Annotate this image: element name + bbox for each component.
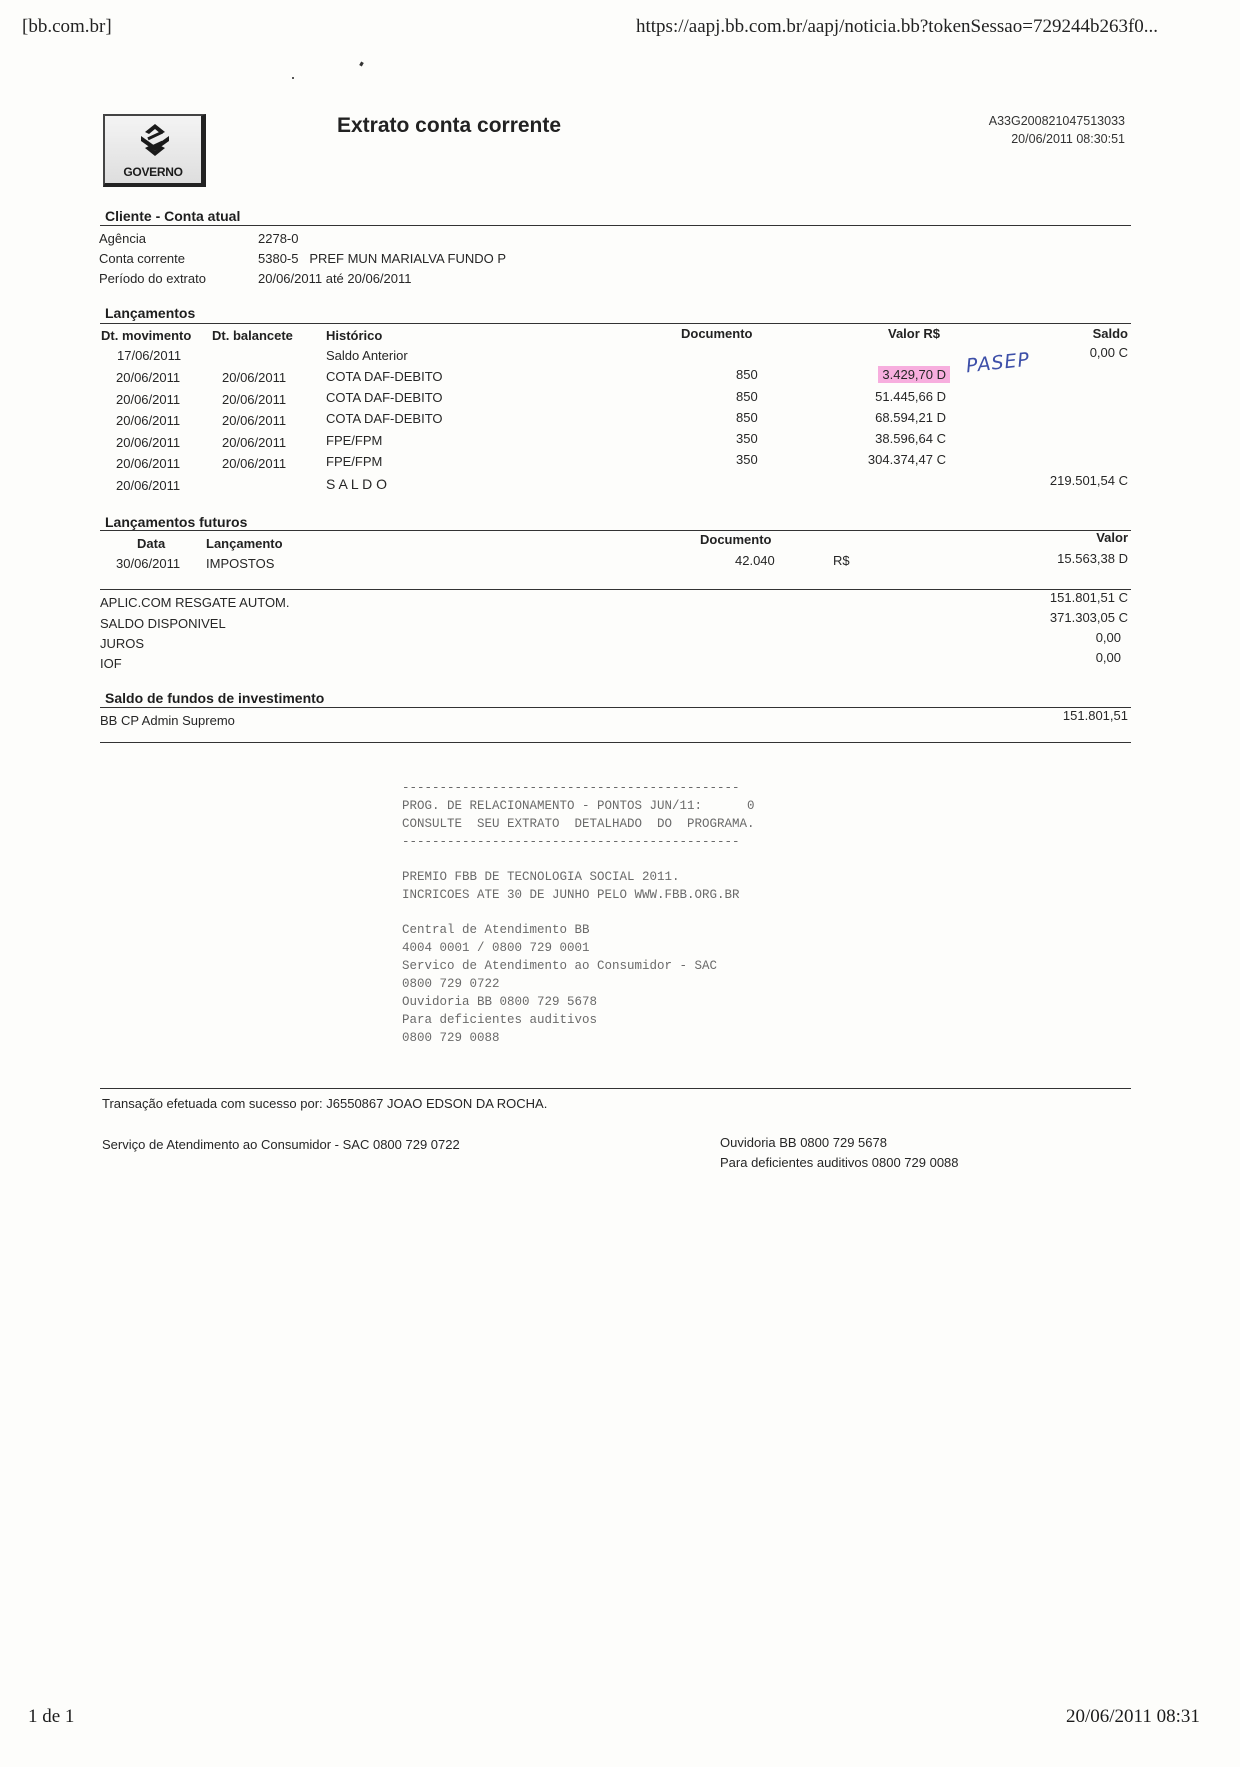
col-historico: Histórico bbox=[326, 328, 383, 343]
message-atendimento-3: Servico de Atendimento ao Consumidor - SAC bbox=[402, 959, 718, 973]
resumo-value-aplic: 151.801,51 C bbox=[1049, 590, 1128, 605]
field-value-periodo: 20/06/2011 até 20/06/2011 bbox=[258, 271, 412, 286]
document-datetime: 20/06/2011 08:30:51 bbox=[1011, 132, 1125, 146]
row-1-valor bbox=[800, 367, 950, 382]
divider bbox=[100, 323, 1131, 324]
section-lancamentos-heading: Lançamentos bbox=[105, 305, 196, 321]
row-1-historico: COTA DAF-DEBITO bbox=[326, 369, 443, 384]
message-atendimento-5: Ouvidoria BB 0800 729 5678 bbox=[402, 995, 598, 1009]
row-5-valor: 304.374,47 C bbox=[867, 452, 946, 467]
message-dashes-bottom: --------------------------------------------- bbox=[402, 835, 740, 849]
message-atendimento-4: 0800 729 0722 bbox=[402, 977, 500, 991]
fundo-label: BB CP Admin Supremo bbox=[100, 713, 235, 728]
bank-logo bbox=[103, 114, 206, 187]
row-0-saldo: 0,00 C bbox=[1089, 345, 1128, 360]
print-header-url: https://aapj.bb.com.br/aapj/noticia.bb?tokenSessao=729244b263f0... bbox=[636, 16, 1159, 37]
row-1-documento: 850 bbox=[736, 367, 758, 382]
row-2-dt-balancete: 20/06/2011 bbox=[222, 392, 287, 407]
resumo-label-saldo-disponivel: SALDO DISPONIVEL bbox=[100, 616, 226, 631]
divider bbox=[100, 530, 1131, 531]
row-3-valor: 68.594,21 D bbox=[875, 410, 946, 425]
row-2-dt-movimento: 20/06/2011 bbox=[116, 392, 181, 407]
field-label-periodo: Período do extrato bbox=[99, 271, 206, 286]
futuro-data: 30/06/2011 bbox=[116, 556, 181, 571]
message-atendimento-2: 4004 0001 / 0800 729 0001 bbox=[402, 941, 590, 955]
futuro-lancamento: IMPOSTOS bbox=[206, 556, 275, 571]
col-documento: Documento bbox=[681, 326, 753, 341]
message-atendimento-6: Para deficientes auditivos bbox=[402, 1013, 598, 1027]
futuro-documento: 42.040 bbox=[735, 553, 775, 568]
section-fundos-heading: Saldo de fundos de investimento bbox=[105, 690, 325, 706]
message-premio-line-2: INCRICOES ATE 30 DE JUNHO PELO WWW.FBB.ORG.BR bbox=[402, 888, 740, 902]
col-saldo: Saldo bbox=[1092, 326, 1128, 341]
resumo-value-saldo-disponivel: 371.303,05 C bbox=[1049, 610, 1128, 625]
row-6-saldo: 219.501,54 C bbox=[1049, 473, 1128, 488]
message-dashes-top: --------------------------------------------- bbox=[402, 781, 740, 795]
col-dt-balancete: Dt. balancete bbox=[212, 328, 293, 343]
print-footer-page: 1 de 1 bbox=[28, 1706, 75, 1727]
message-prog-line-2: CONSULTE SEU EXTRATO DETALHADO DO PROGRAMA. bbox=[402, 817, 755, 831]
handwritten-note: PASEP bbox=[965, 348, 1032, 378]
col-dt-movimento: Dt. movimento bbox=[101, 328, 192, 343]
divider bbox=[100, 225, 1131, 226]
message-atendimento-7: 0800 729 0088 bbox=[402, 1031, 500, 1045]
field-label-conta: Conta corrente bbox=[99, 251, 185, 266]
footer-sac: Serviço de Atendimento ao Consumidor - SAC 0800 729 0722 bbox=[102, 1137, 460, 1152]
divider bbox=[100, 707, 1131, 708]
field-value-conta: 5380-5 PREF MUN MARIALVA FUNDO P bbox=[258, 251, 507, 266]
row-3-documento: 850 bbox=[736, 410, 758, 425]
row-4-documento: 350 bbox=[736, 431, 758, 446]
field-label-agencia: Agência bbox=[99, 231, 146, 246]
row-4-historico: FPE/FPM bbox=[326, 433, 383, 448]
divider bbox=[100, 589, 1131, 590]
message-premio-line-1: PREMIO FBB DE TECNOLOGIA SOCIAL 2011. bbox=[402, 870, 680, 884]
resumo-label-aplic: APLIC.COM RESGATE AUTOM. bbox=[100, 595, 290, 610]
logo-text: GOVERNO bbox=[123, 165, 183, 179]
row-6-historico: S A L D O bbox=[326, 476, 387, 492]
message-prog-line-1: PROG. DE RELACIONAMENTO - PONTOS JUN/11: 0 bbox=[402, 799, 755, 813]
col-documento-futuro: Documento bbox=[700, 532, 772, 547]
divider bbox=[100, 742, 1131, 743]
footer-ouvidoria: Ouvidoria BB 0800 729 5678 bbox=[720, 1135, 887, 1150]
row-0-historico: Saldo Anterior bbox=[326, 348, 408, 363]
row-5-historico: FPE/FPM bbox=[326, 454, 383, 469]
section-cliente-heading: Cliente - Conta atual bbox=[105, 208, 241, 224]
transaction-confirmation: Transação efetuada com sucesso por: J6550867 JOAO EDSON DA ROCHA. bbox=[102, 1096, 548, 1111]
row-1-dt-movimento: 20/06/2011 bbox=[116, 370, 181, 385]
page-title: Extrato conta corrente bbox=[337, 114, 562, 137]
resumo-label-juros: JUROS bbox=[100, 636, 145, 651]
highlighted-value: 3.429,70 D bbox=[878, 366, 950, 383]
row-2-historico: COTA DAF-DEBITO bbox=[326, 390, 443, 405]
field-value-agencia: 2278-0 bbox=[258, 231, 299, 246]
row-3-dt-movimento: 20/06/2011 bbox=[116, 413, 181, 428]
divider bbox=[100, 1088, 1131, 1089]
footer-auditivos: Para deficientes auditivos 0800 729 0088 bbox=[720, 1155, 959, 1170]
col-lancamento: Lançamento bbox=[206, 536, 283, 551]
document-code: A33G200821047513033 bbox=[988, 114, 1125, 128]
document-reference bbox=[989, 112, 1125, 148]
section-futuros-heading: Lançamentos futuros bbox=[105, 514, 248, 530]
row-4-dt-movimento: 20/06/2011 bbox=[116, 435, 181, 450]
print-header-site: [bb.com.br] bbox=[22, 16, 112, 37]
banco-do-brasil-logo-icon bbox=[135, 122, 175, 158]
row-6-dt-movimento: 20/06/2011 bbox=[116, 478, 181, 493]
row-0-dt-movimento: 17/06/2011 bbox=[117, 348, 182, 363]
row-4-dt-balancete: 20/06/2011 bbox=[222, 435, 287, 450]
futuro-valor: 15.563,38 D bbox=[1057, 551, 1128, 566]
row-4-valor: 38.596,64 C bbox=[875, 431, 946, 446]
resumo-label-iof: IOF bbox=[100, 656, 122, 671]
col-data: Data bbox=[137, 536, 166, 551]
row-5-dt-balancete: 20/06/2011 bbox=[222, 456, 287, 471]
message-atendimento-1: Central de Atendimento BB bbox=[402, 923, 590, 937]
row-3-dt-balancete: 20/06/2011 bbox=[222, 413, 287, 428]
row-5-documento: 350 bbox=[736, 452, 758, 467]
row-1-dt-balancete: 20/06/2011 bbox=[222, 370, 287, 385]
row-2-documento: 850 bbox=[736, 389, 758, 404]
resumo-value-iof: 0,00 bbox=[1095, 650, 1121, 665]
row-2-valor: 51.445,66 D bbox=[875, 389, 946, 404]
row-5-dt-movimento: 20/06/2011 bbox=[116, 456, 181, 471]
col-valor: Valor R$ bbox=[888, 326, 941, 341]
resumo-value-juros: 0,00 bbox=[1095, 630, 1121, 645]
print-footer-datetime: 20/06/2011 08:31 bbox=[1066, 1706, 1200, 1727]
col-valor-futuro: Valor bbox=[1096, 530, 1128, 545]
scan-speck bbox=[359, 62, 364, 67]
futuro-moeda: R$ bbox=[833, 553, 850, 568]
row-3-historico: COTA DAF-DEBITO bbox=[326, 411, 443, 426]
scan-speck bbox=[292, 77, 294, 79]
fundo-value: 151.801,51 bbox=[1062, 708, 1128, 723]
